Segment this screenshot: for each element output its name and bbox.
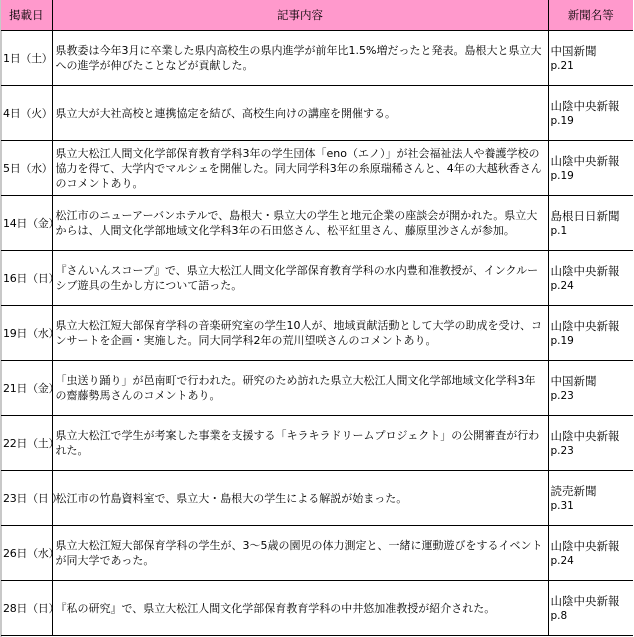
row-content: 松江市の竹島資料室で、県立大・島根大の学生による解説が始まった。 [52,471,548,526]
newspaper-name: 山陰中央新報 [550,98,620,113]
row-date: 1日（土） [1,31,52,86]
row-date: 4日（火） [1,86,52,141]
newspaper-name: 読売新聞 [550,483,597,498]
newspaper-name: 中国新聞 [550,373,597,388]
table-row [1,416,633,471]
row-content: 松江市のニューアーバンホテルで、島根大・県立大の学生と地元企業の座談会が開かれた。県立大からは、人間文化学部地域文化学科3年の石田悠さん、松平紅里さん、藤原里沙さんが参加。 [52,196,548,251]
row-date: 14日（金） [1,196,52,251]
table-row [1,581,633,636]
table-row [1,306,633,361]
table-header-row [1,0,633,31]
row-date: 23日（日 ） [1,471,52,526]
newspaper-name: 島根日日新聞 [550,208,620,223]
table-row [1,31,633,86]
row-paper [548,361,633,416]
table-row [1,251,633,306]
newspaper-name: 山陰中央新報 [550,428,620,443]
newspaper-page: p.19 [550,169,574,182]
table-row [1,471,633,526]
row-paper [548,526,633,581]
newspaper-name: 山陰中央新報 [550,538,620,553]
row-date: 28日（日） [1,581,52,636]
row-paper [548,86,633,141]
row-content: 県立大松江短大部保育学科の学生が、3～5歳の園児の体力測定と、一緒に運動遊びをするイベントが同大学であった。 [52,526,548,581]
row-content: 県立大松江で学生が考案した事業を支援する「キラキラドリームプロジェクト」の公開審査が行われた。 [52,416,548,471]
row-content: 『さんいんスコープ』で、県立大松江人間文化学部保育教育学科の水内豊和准教授が、インクルーシブ遊具の生かし方について語った。 [52,251,548,306]
table-row [1,361,633,416]
table-row [1,141,633,196]
row-paper [548,31,633,86]
newspaper-name: 山陰中央新報 [550,593,620,608]
table-row [1,526,633,581]
header-date: 掲載日 [1,0,52,31]
row-content: 「虫送り踊り」が邑南町で行われた。研究のため訪れた県立大松江人間文化学部地域文化学科3年の齋藤勢馬さんのコメントあり。 [52,361,548,416]
row-content: 県立大松江短大部保育学科の音楽研究室の学生10人が、地域貢献活動として大学の助成を受け、コンサートを企画・実施した。同大同学科2年の荒川望咲さんのコメントあり。 [52,306,548,361]
row-date: 22日（土） [1,416,52,471]
row-paper [548,471,633,526]
row-paper [548,251,633,306]
row-content: 県立大松江人間文化学部保育教育学科3年の学生団体「eno（エノ）」が社会福祉法人や養護学校の協力を得て、大学内でマルシェを開催した。同大同学科3年の糸原瑞稀さんと、4年の大越秋香さんのコメントあり。 [52,141,548,196]
newspaper-name: 山陰中央新報 [550,263,620,278]
newspaper-page: p.19 [550,114,574,127]
table-row [1,86,633,141]
row-date: 16日（日） [1,251,52,306]
row-content: 県教委は今年3月に卒業した県内高校生の県内進学が前年比1.5%増だったと発表。島根大と県立大への進学が伸びたことなどが貢献した。 [52,31,548,86]
row-paper [548,141,633,196]
row-content: 『私の研究』で、県立大松江人間文化学部保育教育学科の中井悠加准教授が紹介された。 [52,581,548,636]
row-paper [548,196,633,251]
newspaper-page: p.31 [550,499,574,512]
news-clipping-table [1,0,633,636]
row-date: 5日（水） [1,141,52,196]
row-paper [548,306,633,361]
newspaper-name: 中国新聞 [550,43,597,58]
newspaper-page: p.1 [550,224,568,237]
table-row [1,196,633,251]
header-paper: 新聞名等 [548,0,633,31]
newspaper-page: p.8 [550,609,568,622]
row-date: 26日（水） [1,526,52,581]
newspaper-page: p.21 [550,59,574,72]
newspaper-name: 山陰中央新報 [550,153,620,168]
newspaper-page: p.24 [550,279,574,292]
row-date: 19日（水） [1,306,52,361]
row-paper [548,416,633,471]
row-content: 県立大が大社高校と連携協定を結び、高校生向けの講座を開催する。 [52,86,548,141]
row-date: 21日（金） [1,361,52,416]
newspaper-page: p.19 [550,334,574,347]
row-paper [548,581,633,636]
newspaper-name: 山陰中央新報 [550,318,620,333]
header-content: 記事内容 [52,0,548,31]
newspaper-page: p.23 [550,444,574,457]
newspaper-page: p.24 [550,554,574,567]
newspaper-page: p.23 [550,389,574,402]
